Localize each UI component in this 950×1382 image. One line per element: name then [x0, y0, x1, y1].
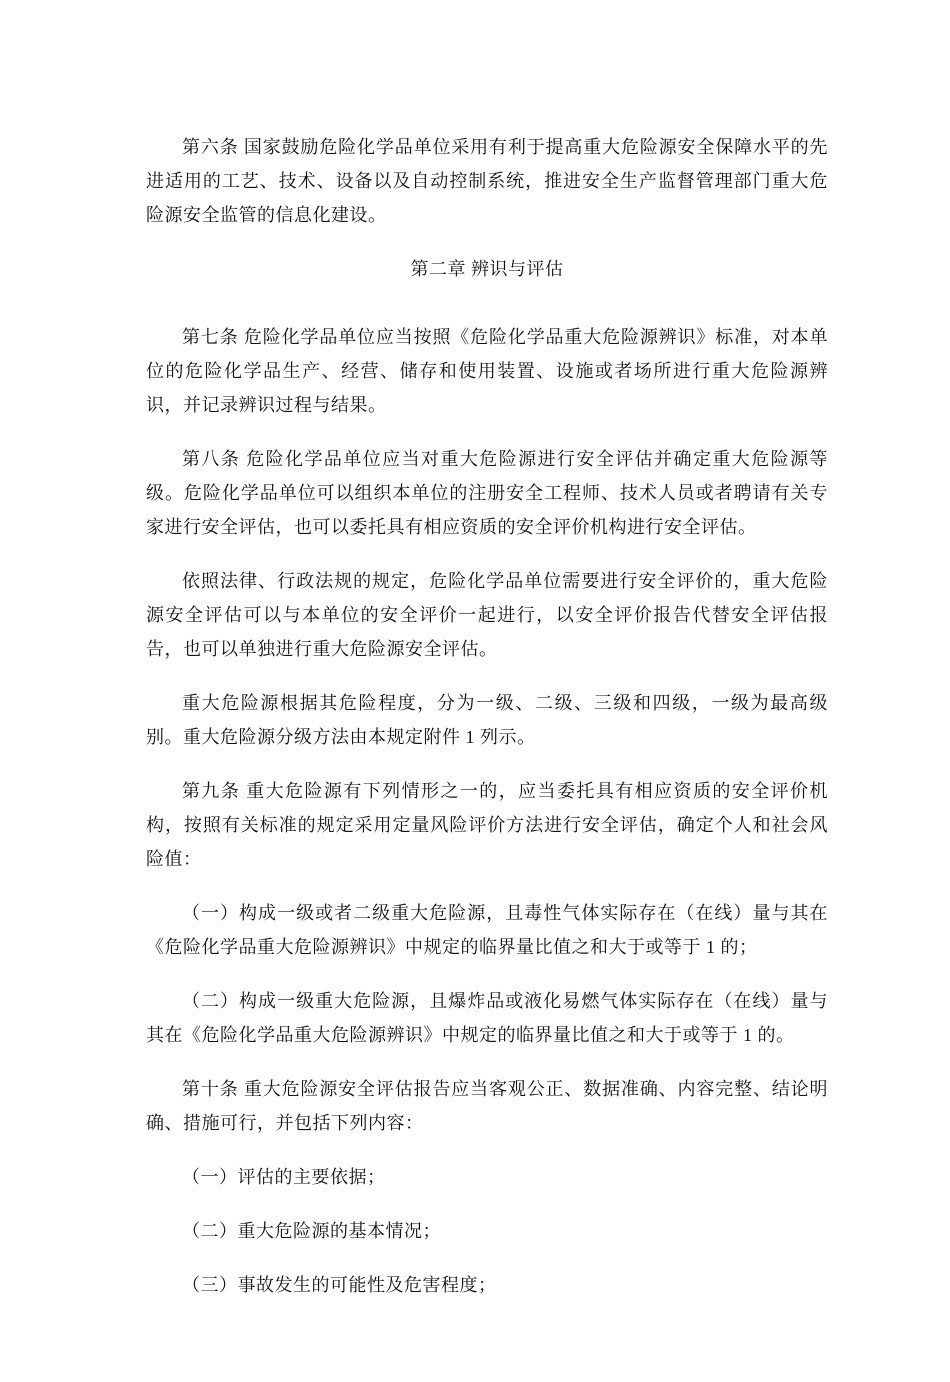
paragraph-article-8-continuation-2: 重大危险源根据其危险程度，分为一级、二级、三级和四级，一级为最高级别。重大危险源分级方法由本规定附件 1 列示。	[146, 693, 828, 747]
article-10-list-item-3: （三）事故发生的可能性及危害程度；	[182, 1275, 497, 1295]
article-10-list-item-1: （一）评估的主要依据；	[182, 1167, 386, 1187]
paragraph-article-8-continuation-1: 依照法律、行政法规的规定，危险化学品单位需要进行安全评价的，重大危险源安全评估可以与本单位的安全评价一起进行，以安全评价报告代替安全评估报告，也可以单独进行重大危险源安全评估。	[146, 571, 828, 659]
chapter-2-heading: 第二章 辨识与评估	[410, 259, 564, 279]
article-10-list-item-2: （二）重大危险源的基本情况；	[182, 1221, 441, 1241]
paragraph-article-6: 第六条 国家鼓励危险化学品单位采用有利于提高重大危险源安全保障水平的先进适用的工艺、技术、设备以及自动控制系统，推进安全生产监督管理部门重大危险源安全监管的信息化建设。	[146, 137, 828, 225]
paragraph-article-8: 第八条 危险化学品单位应当对重大危险源进行安全评估并确定重大危险源等级。危险化学品单位可以组织本单位的注册安全工程师、技术人员或者聘请有关专家进行安全评估，也可以委托具有相应资质的安全评价机构进行安全评估。	[146, 449, 828, 537]
paragraph-article-10: 第十条 重大危险源安全评估报告应当客观公正、数据准确、内容完整、结论明确、措施可行，并包括下列内容：	[146, 1079, 828, 1133]
article-9-list-item-2: （二）构成一级重大危险源，且爆炸品或液化易燃气体实际存在（在线）量与其在《危险化学品重大危险源辨识》中规定的临界量比值之和大于或等于 1 的。	[146, 991, 828, 1045]
article-9-list-item-1: （一）构成一级或者二级重大危险源，且毒性气体实际存在（在线）量与其在《危险化学品重大危险源辨识》中规定的临界量比值之和大于或等于 1 的；	[146, 903, 828, 957]
paragraph-article-9: 第九条 重大危险源有下列情形之一的，应当委托具有相应资质的安全评价机构，按照有关标准的规定采用定量风险评价方法进行安全评估，确定个人和社会风险值：	[146, 781, 828, 869]
paragraph-article-7: 第七条 危险化学品单位应当按照《危险化学品重大危险源辨识》标准，对本单位的危险化学品生产、经营、储存和使用装置、设施或者场所进行重大危险源辨识，并记录辨识过程与结果。	[146, 327, 828, 415]
